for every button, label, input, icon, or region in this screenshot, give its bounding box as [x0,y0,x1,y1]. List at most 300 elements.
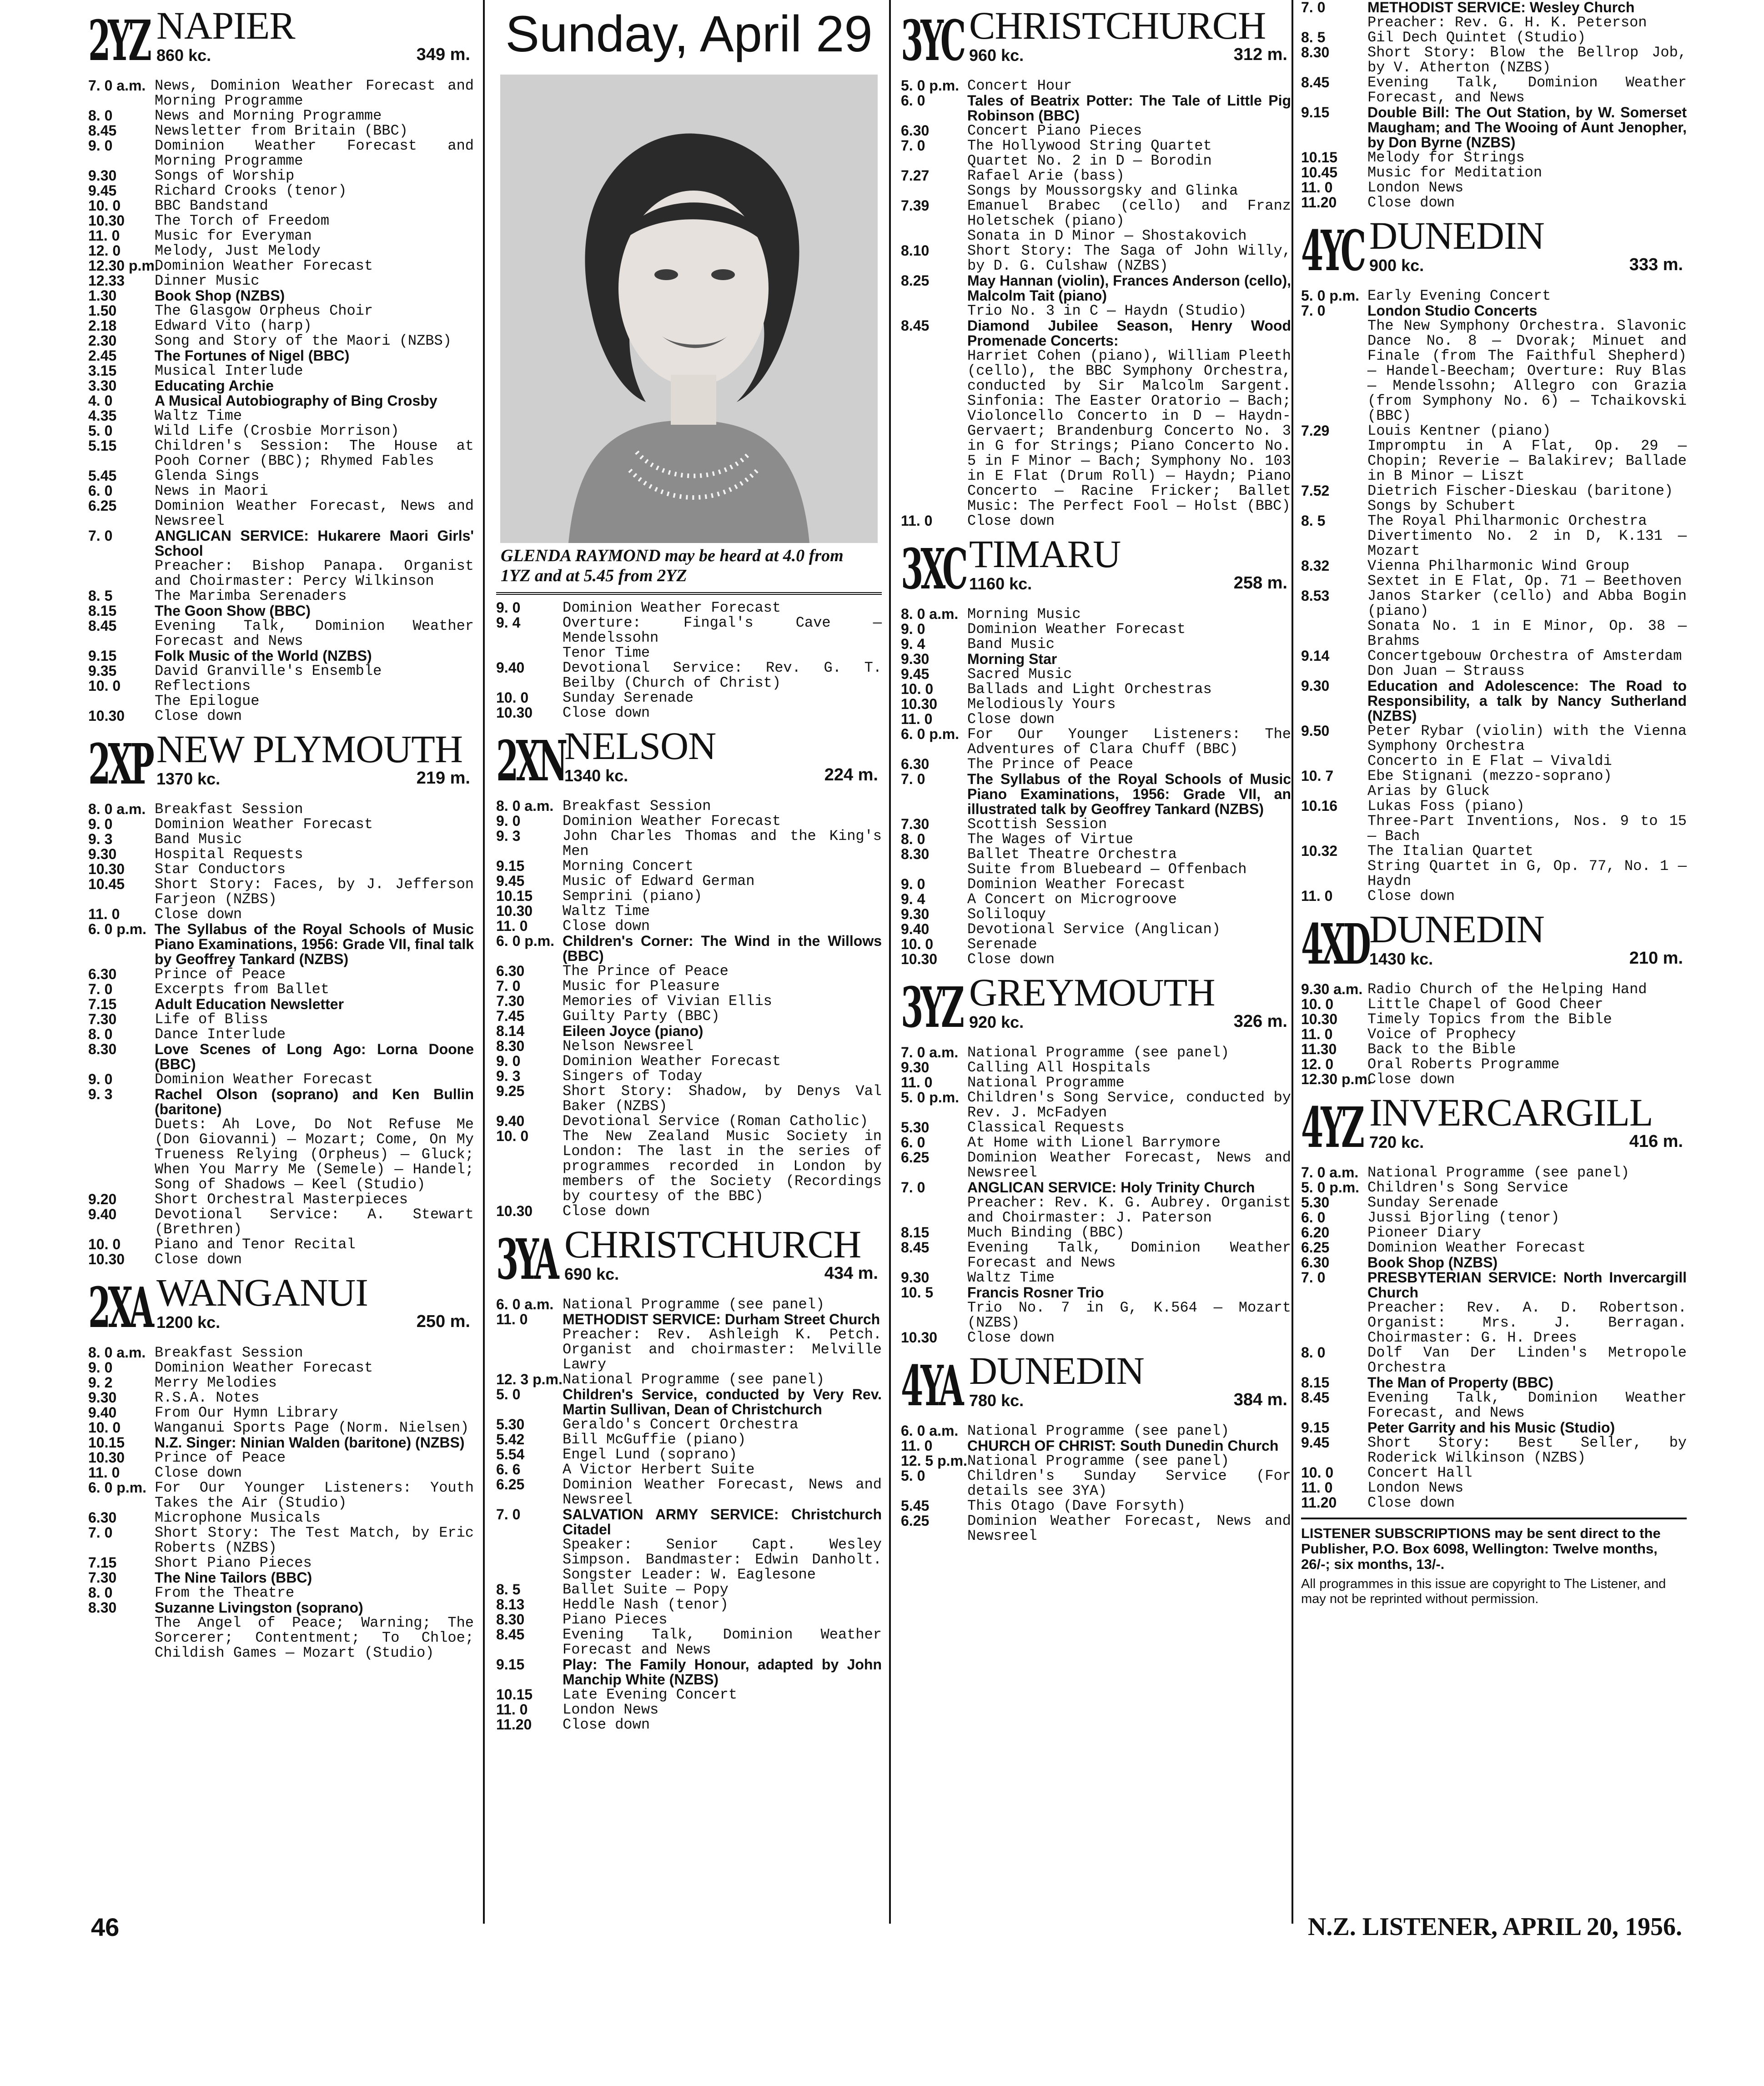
programme-title: Gil Dech Quintet (Studio) [1367,29,1586,46]
programme-time: 10.30 [901,951,938,967]
programme-title: Tales of Beatrix Potter: The Tale of Little Pig Robinson (BBC) [967,92,1291,124]
programme-time: 6.20 [1301,1224,1330,1241]
programme-title: Peter Rybar (violin) with the Vienna Symphony Orchestra [1367,723,1687,754]
programme-entry [901,772,1291,817]
programme-title: Music for Pleasure [563,978,720,995]
station-header-4ya [901,1349,1291,1420]
programme-entry [88,273,474,288]
programme-time: 6.30 [1301,1254,1330,1271]
programme-time: 7.30 [901,816,930,832]
programme-time: 5.45 [88,467,117,484]
programme-title: Dominion Weather Forecast [563,813,781,829]
programme-time: 11. 0 [1301,179,1333,196]
programme-entry [901,1285,1291,1330]
station-callsign: 4YZ [1301,1095,1362,1160]
programme-entry [88,1465,474,1480]
programme-entry [496,979,882,994]
programme-detail: Harriet Cohen (piano), William Pleeth (cello), the BBC Symphony Orchestra, conducted by Sir Malcolm Sargent. Sinfonia: The Easter Oratorio — Bach; Violoncello Concerto in D — Haydn-Gervaert; Brandenburg Concerto No. 3 in G for Strings; Piano Concerto No. 5 in F Minor — Bach; Symphony No. 103 in E Flat (Drum Roll) — Haydn; Piano Concerto — Racine Fricker; Ballet Music: The Perfect Fool — Holst (BBC) [967,347,1291,514]
station-name: TIMARU [969,532,1121,576]
programme-title: Close down [967,951,1055,968]
programme-time: 8.30 [496,1038,525,1054]
programme-entry [88,123,474,138]
programme-entry [88,982,474,997]
station-header-4yc [1301,216,1687,285]
programme-time: 9. 0 [496,813,521,829]
programme-time: 9.40 [88,1404,117,1421]
programme-entry [901,712,1291,727]
programme-title: The Royal Philharmonic Orchestra [1367,513,1647,529]
programme-title: Wild Life (Crosbie Morrison) [155,422,399,439]
station-callsign: 4XD [1301,911,1369,977]
programme-title: Vienna Philharmonic Wind Group [1367,558,1630,574]
programme-time: 9.30 [901,651,930,667]
programme-title: Dominion Weather Forecast [155,1071,373,1088]
programme-title: Dominion Weather Forecast and Morning Programme [155,137,474,169]
programme-title: Close down [155,906,242,923]
programme-time: 6. 0 a.m. [496,1296,554,1312]
programme-entry [496,904,882,919]
programme-title: From Our Hymn Library [155,1404,338,1421]
programme-time: 11. 0 [88,227,120,244]
programme-entry [496,1417,882,1432]
programme-time: 5.30 [496,1416,525,1433]
programme-entry [901,952,1291,967]
station-wavelength: 349 m. [416,45,470,64]
programme-time: 9.15 [496,858,525,874]
programme-time: 9. 0 [901,876,925,892]
programme-entry [901,937,1291,952]
programme-entry [1301,30,1687,45]
programme-time: 6. 0 [1301,1209,1326,1226]
programme-title: At Home with Lionel Barrymore [967,1134,1221,1151]
station-callsign: 2XN [496,728,565,794]
programme-title: The Fortunes of Nigel (BBC) [155,347,350,364]
programme-entry [1301,1435,1687,1465]
programme-entry [901,1060,1291,1075]
programme-detail: Trio No. 3 in C — Haydn (Studio) [967,302,1247,319]
programme-title: Excerpts from Ballet [155,981,330,998]
programme-entry [1301,1390,1687,1420]
programme-title: Pioneer Diary [1367,1224,1481,1241]
programme-entry [496,1204,882,1219]
programme-entry [901,892,1291,907]
programme-entry [496,874,882,889]
programme-title: Dominion Weather Forecast, News and Newsreel [563,1476,882,1508]
column-rule-1 [483,0,485,1924]
programme-title: Children's Service, conducted by Very Rev. Martin Sullivan, Dean of Christchurch [563,1386,882,1417]
programme-time: 11. 0 [496,918,528,934]
programme-entry [1301,769,1687,799]
programme-entry [88,333,474,348]
programme-entry [1301,1270,1687,1345]
programme-title: Close down [155,1251,242,1268]
programme-title: David Granville's Ensemble [155,663,382,679]
programme-detail: Divertimento No. 2 in D, K.131 — Mozart [1367,528,1687,559]
programme-entry [496,994,882,1009]
programme-entry [1301,1495,1687,1510]
programme-time: 10.30 [496,704,533,721]
programme-time: 9.40 [901,921,930,937]
programme-time: 11. 0 [1301,888,1333,904]
programme-time: 11.20 [1301,1494,1337,1511]
programme-title: N.Z. Singer: Ninian Walden (baritone) (NZBS) [155,1434,465,1451]
programme-time: 5. 0 p.m. [901,77,960,94]
station-frequency: 1370 kc. [156,769,221,788]
programme-title: Short Story: The Test Match, by Eric Roberts (NZBS) [155,1524,474,1556]
programme-title: Love Scenes of Long Ago: Lorna Doone (BBC) [155,1041,474,1072]
programme-entry [496,1372,882,1387]
programme-title: Evening Talk, Dominion Weather Forecast, and News [1367,74,1687,106]
programme-entry [901,273,1291,318]
programme-entry [496,1024,882,1039]
programme-time: 5. 0 [901,1468,925,1484]
page-date: Sunday, April 29 [505,5,873,62]
programme-entry [496,1069,882,1084]
programme-title: Voice of Prophecy [1367,1026,1516,1043]
programme-entry [1301,982,1687,997]
programme-time: 9. 0 [88,816,113,832]
programme-title: Songs of Worship [155,167,295,184]
programme-entry [88,183,474,198]
programme-title: Dominion Weather Forecast [967,876,1186,893]
programme-entry [1301,303,1687,423]
programme-detail: Don Juan — Strauss [1367,663,1525,679]
programme-title: Music of Edward German [563,873,755,890]
programme-time: 7.30 [88,1569,117,1586]
programme-entry [496,660,882,690]
programme-title: Suzanne Livingston (soprano) [155,1599,363,1616]
programme-title: Children's Corner: The Wind in the Willows (BBC) [563,933,882,964]
programme-time: 11. 0 [1301,1026,1333,1042]
programme-time: 9. 0 [496,599,521,616]
programme-time: 11.20 [496,1716,532,1733]
programme-entry [901,1120,1291,1135]
programme-title: Children's Song Service [1367,1179,1568,1196]
programme-entry [496,1297,882,1312]
programme-entry [88,832,474,847]
programme-entry [496,1702,882,1717]
column-2 [493,0,885,1910]
programme-time: 8.15 [88,603,117,619]
programme-time: 9.45 [88,182,117,199]
programme-title: Close down [155,1464,242,1481]
programme-entry [88,1087,474,1192]
programme-time: 8. 0 [88,107,113,124]
programme-title: Hospital Requests [155,846,303,863]
programme-title: Francis Rosner Trio [967,1284,1104,1301]
programme-title: Late Evening Concert [563,1686,738,1703]
programme-title: News and Morning Programme [155,107,382,124]
programme-entry [88,817,474,832]
programme-title: Dominion Weather Forecast, News and Newsreel [155,498,474,529]
programme-time: 7. 0 [1301,302,1326,319]
programme-entry [901,907,1291,922]
station-programmes [88,1345,474,1660]
programme-title: Breakfast Session [155,801,303,818]
programme-title: METHODIST SERVICE: Durham Street Church [563,1311,880,1327]
programme-title: Band Music [967,636,1055,653]
programme-title: Emanuel Brabec (cello) and Franz Holetschek (piano) [967,197,1291,229]
programme-entry [88,1207,474,1237]
programme-title: Newsletter from Britain (BBC) [155,122,408,139]
programme-entry [496,1387,882,1417]
programme-entry [901,727,1291,757]
programme-title: METHODIST SERVICE: Wesley Church [1367,0,1635,15]
programme-time: 11. 0 [88,906,120,922]
programme-detail: Duets: Ah Love, Do Not Refuse Me (Don Giovanni) — Mozart; Come, On My Trueness Relying (Orpheus) — Gluck; When You Marry Me (Semele) — Handel; Song of Shadows — Keel (Studio) [155,1116,474,1193]
programme-time: 10.30 [901,696,938,712]
programme-title: Adult Education Newsletter [155,996,344,1012]
programme-entry [88,1585,474,1600]
programme-title: The Prince of Peace [967,756,1133,773]
programme-title: Short Story: The Saga of John Willy, by D. G. Culshaw (NZBS) [967,242,1291,274]
programme-title: Sunday Serenade [1367,1194,1499,1211]
programme-title: The Torch of Freedom [155,212,330,229]
programme-title: Evening Talk, Dominion Weather Forecast, and News [1367,1389,1687,1421]
programme-time: 9.30 [1301,678,1330,694]
programme-title: The Marimba Serenaders [155,588,347,604]
programme-time: 10.30 [88,212,125,229]
programme-entry [496,1582,882,1597]
station-frequency: 1200 kc. [156,1313,221,1332]
programme-title: Play: The Family Honour, adapted by John Manchip White (NZBS) [563,1656,882,1688]
programme-title: Double Bill: The Out Station, by W. Somerset Maugham; and The Wooing of Aunt Jenopher, by Don Byrne (NZBS) [1367,104,1687,151]
programme-entry [1301,1465,1687,1480]
programme-entry [1301,889,1687,904]
station-header-2xa [88,1273,474,1342]
station-name: INVERCARGILL [1369,1091,1653,1134]
programme-entry [496,1597,882,1612]
programme-title: Geraldo's Concert Orchestra [563,1416,799,1433]
programme-entry [1301,1165,1687,1180]
programme-time: 8. 0 [88,1584,113,1601]
programme-title: Children's Song Service, conducted by Rev. J. McFadyen [967,1089,1291,1121]
programme-title: Sacred Music [967,666,1072,683]
programme-entry [88,1375,474,1390]
programme-title: Nelson Newsreel [563,1038,694,1055]
programme-title: Concert Hall [1367,1464,1473,1481]
programme-detail: The Epilogue [155,693,260,709]
programme-title: Devotional Service (Roman Catholic) [563,1113,869,1130]
programme-title: Calling All Hospitals [967,1059,1151,1076]
programme-entry [496,1717,882,1732]
programme-title: London Studio Concerts [1367,302,1538,319]
programme-title: Timely Topics from the Bible [1367,1011,1612,1028]
programme-entry [901,1225,1291,1240]
programme-time: 6.25 [88,498,117,514]
programme-title: Rachel Olson (soprano) and Ken Bullin (baritone) [155,1086,474,1117]
programme-entry [1301,288,1687,303]
programme-detail: Arias by Gluck [1367,783,1490,799]
programme-time: 10.15 [496,1686,533,1703]
programme-entry [901,1498,1291,1513]
programme-entry [1301,1225,1687,1240]
programme-entry [1301,1480,1687,1495]
programme-title: For Our Younger Listeners: The Adventures of Clara Chuff (BBC) [967,726,1291,758]
programme-title: Evening Talk, Dominion Weather Forecast and News [155,618,474,649]
programme-entry [901,832,1291,847]
programme-entry [88,922,474,967]
programme-entry [496,1612,882,1627]
programme-time: 9.40 [496,659,525,676]
programme-entry [496,1657,882,1687]
station-header-3ya [496,1222,882,1293]
programme-detail: Three-Part Inventions, Nos. 9 to 15 — Bach [1367,813,1687,844]
station-wavelength: 434 m. [824,1264,878,1283]
programme-title: Merry Melodies [155,1374,277,1391]
programme-time: 8.14 [496,1023,525,1039]
programme-title: National Programme (see panel) [967,1423,1230,1439]
programme-time: 9. 4 [496,614,521,631]
programme-title: ANGLICAN SERVICE: Hukarere Maori Girls' School [155,528,474,559]
programme-entry [88,213,474,228]
programme-title: ANGLICAN SERVICE: Holy Trinity Church [967,1179,1255,1196]
programme-time: 8. 0 [901,831,925,847]
programme-time: 11.30 [1301,1041,1337,1057]
programme-time: 5. 0 p.m. [1301,287,1360,304]
programme-title: Oral Roberts Programme [1367,1056,1560,1073]
programme-time: 7. 0 [88,1524,113,1541]
programme-entry [1301,165,1687,180]
programme-entry [88,847,474,862]
programme-title: Dominion Weather Forecast [1367,1239,1586,1256]
programme-entry [901,1423,1291,1438]
programme-time: 6.30 [88,1509,117,1526]
programme-title: The Wages of Virtue [967,831,1133,848]
programme-entry [88,108,474,123]
programme-time: 9. 0 [901,621,925,637]
programme-entry [88,1012,474,1027]
station-name: CHRISTCHURCH [564,1222,861,1266]
programme-time: 7. 0 [496,978,521,994]
programme-time: 8. 0 [88,1026,113,1042]
programme-entry [88,378,474,393]
programme-time: 12. 0 [1301,1056,1334,1072]
programme-time: 6.25 [901,1513,930,1529]
programme-title: Star Conductors [155,861,286,878]
programme-title: Educating Archie [155,377,274,394]
programme-time: 10. 0 [1301,996,1334,1012]
programme-entry [901,1135,1291,1150]
station-callsign: 3XC [901,536,965,602]
programme-entry [88,1252,474,1267]
programme-title: Concertgebouw Orchestra of Amsterdam [1367,648,1682,664]
programme-time: 9. 0 [88,1071,113,1087]
station-wavelength: 333 m. [1629,255,1683,274]
programme-entry [88,1072,474,1087]
programme-entry [901,1180,1291,1225]
programme-entry [496,600,882,615]
programme-time: 8.15 [901,1224,930,1241]
programme-time: 5.30 [1301,1194,1330,1211]
programme-entry [901,1330,1291,1345]
programme-entry [1301,150,1687,165]
programme-time: 6. 0 a.m. [901,1423,959,1439]
programme-time: 7.30 [88,1011,117,1027]
programme-time: 10. 0 [901,936,934,952]
programme-entry [1301,679,1687,724]
programme-title: Lukas Foss (piano) [1367,798,1525,814]
programme-time: 5.45 [901,1498,930,1514]
programme-time: 10. 0 [88,678,121,694]
programme-title: Dominion Weather Forecast [563,599,781,616]
programme-title: Guilty Party (BBC) [563,1008,720,1025]
station-name: NELSON [564,724,716,768]
programme-title: Dominion Weather Forecast, News and Newsreel [967,1513,1291,1544]
programme-entry [496,645,882,660]
programme-time: 2.18 [88,317,117,334]
programme-time: 8. 5 [1301,513,1326,529]
programme-time: 7.27 [901,167,930,184]
programme-title: The Goon Show (BBC) [155,603,311,619]
programme-title: SALVATION ARMY SERVICE: Christchurch Citadel [563,1506,882,1538]
station-callsign: 3YC [901,8,964,73]
programme-time: 3.15 [88,362,117,379]
programme-entry [496,705,882,720]
programme-entry [901,1090,1291,1120]
programme-time: 8.53 [1301,588,1330,604]
programme-time: 12.33 [88,272,125,289]
programme-title: Book Shop (NZBS) [155,287,285,304]
programme-entry [496,1462,882,1477]
station-wavelength: 258 m. [1233,573,1287,593]
programme-entry [88,648,474,663]
programme-time: 6. 0 p.m. [901,726,960,742]
programme-entry [1301,1210,1687,1225]
programme-time: 9.30 [901,1269,930,1286]
station-wavelength: 384 m. [1233,1390,1287,1409]
programme-time: 5.30 [901,1119,930,1136]
programme-entry [496,690,882,705]
programme-time: 5. 0 p.m. [901,1089,960,1106]
programme-entry [496,1477,882,1507]
programme-entry [1301,588,1687,648]
programme-time: 11. 0 [1301,1479,1333,1496]
programme-title: Breakfast Session [563,798,711,814]
programme-entry [496,964,882,979]
programme-time: 8. 0 a.m. [496,798,554,814]
programme-time: 10.30 [88,1251,125,1267]
programme-entry [496,889,882,904]
programme-entry [88,1345,474,1360]
programme-title: Folk Music of the World (NZBS) [155,648,372,664]
programme-time: 9.50 [1301,723,1330,739]
programme-time: 10. 5 [901,1284,934,1301]
programme-entry [88,1237,474,1252]
programme-title: Dominion Weather Forecast [967,621,1186,638]
programme-detail: The Angel of Peace; Warning; The Sorcerer; Contentment; To Chloe; Childish Games — Mozart (Studio) [155,1614,474,1661]
programme-time: 10.30 [496,1203,533,1219]
programme-title: Piano Pieces [563,1611,668,1628]
programme-entry [1301,105,1687,150]
station-frequency: 1430 kc. [1369,950,1433,968]
programme-entry [901,847,1291,877]
programme-entry [496,1432,882,1447]
station-programmes [901,607,1291,967]
programme-time: 7. 0 [1301,0,1326,15]
issue-line: N.Z. LISTENER, APRIL 20, 1956. [1307,1913,1682,1941]
programme-entry [901,667,1291,682]
programme-time: 6.25 [1301,1239,1330,1256]
programme-entry [496,1312,882,1372]
programme-entry [88,498,474,528]
programme-time: 2.30 [88,332,117,349]
station-frequency: 1340 kc. [564,766,628,785]
programme-entry [496,814,882,829]
station-programmes [88,802,474,1267]
station-callsign: 3YA [496,1226,557,1292]
programme-time: 6. 0 [901,92,925,109]
